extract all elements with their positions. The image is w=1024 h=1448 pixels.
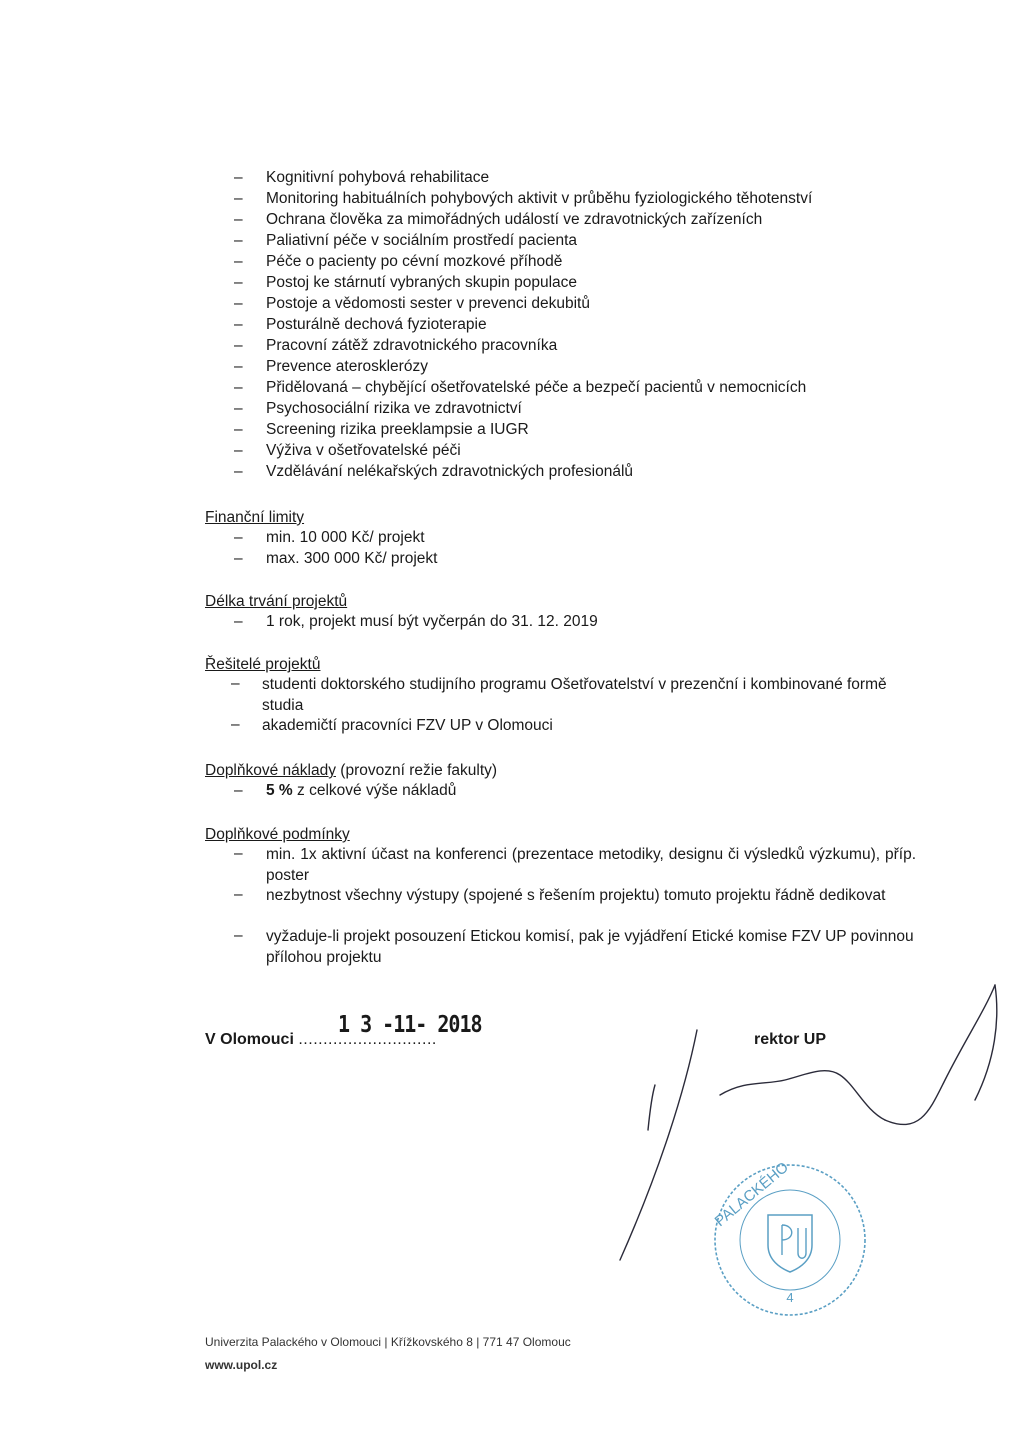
- seal-number: 4: [786, 1290, 794, 1305]
- signature-dots: ............................: [298, 1031, 437, 1048]
- list-dash: –: [234, 927, 243, 944]
- resitele-heading: [205, 655, 320, 675]
- topic-text: Péče o pacienty po cévní mozkové příhodě: [266, 253, 563, 270]
- list-dash: –: [234, 886, 243, 903]
- signature-stamp-graphic: [600, 970, 1020, 1320]
- list-dash: –: [234, 782, 243, 799]
- list-dash: –: [234, 400, 243, 417]
- list-dash: –: [234, 253, 243, 270]
- topic-text: Paliativní péče v sociálním prostředí pacienta: [266, 232, 578, 249]
- list-dash: –: [234, 379, 243, 396]
- naklady-rest: z celkové výše nákladů: [292, 782, 457, 799]
- resitele-heading-text: Řešitelé projektů: [205, 656, 321, 673]
- seal-text-top: PALACKÉHO: [711, 1158, 792, 1231]
- resitele-studenti: studenti doktorského studijního programu Ošetřovatelství v prezenční i kombinované formě studia: [262, 676, 887, 714]
- topic-text: Monitoring habituálních pohybových aktivit v průběhu fyziologického těhotenství: [266, 190, 813, 207]
- delka-heading-text: Délka trvání projektů: [205, 593, 348, 610]
- financni-heading: [205, 508, 304, 528]
- list-dash: –: [234, 316, 243, 333]
- podminky-eticka: vyžaduje-li projekt posouzení Etickou komisí, pak je vyjádření Etické komise FZV UP povinnou přílohou projektu: [266, 928, 914, 966]
- list-dash: –: [234, 550, 243, 567]
- topic-text: Vzdělávání nelékařských zdravotnických profesionálů: [266, 463, 634, 480]
- financni-min: min. 10 000 Kč/ projekt: [266, 529, 425, 546]
- topic-text: Postoj ke stárnutí vybraných skupin populace: [266, 274, 578, 291]
- resitele-akademici: akademičtí pracovníci FZV UP v Olomouci: [262, 717, 553, 734]
- delka-heading: [205, 592, 347, 612]
- naklady-percent: 5 %: [266, 782, 293, 799]
- naklady-value: [266, 781, 456, 802]
- signature-place: V Olomouci: [205, 1031, 294, 1048]
- list-dash: –: [234, 169, 243, 186]
- topic-text: Pracovní zátěž zdravotnického pracovníka: [266, 337, 558, 354]
- list-dash: –: [234, 358, 243, 375]
- list-dash: –: [234, 190, 243, 207]
- list-dash: –: [234, 529, 243, 546]
- naklady-heading-text: Doplňkové náklady: [205, 762, 336, 779]
- handwritten-signature: [620, 985, 997, 1260]
- list-dash: –: [234, 337, 243, 354]
- list-dash: –: [234, 232, 243, 249]
- naklady-heading: [205, 761, 497, 781]
- list-dash: –: [234, 442, 243, 459]
- podminky-konference: min. 1x aktivní účast na konferenci (prezentace metodiky, designu či výsledků výzkumu), příp. poster: [266, 846, 916, 884]
- topic-text: Kognitivní pohybová rehabilitace: [266, 169, 490, 186]
- list-dash: –: [234, 274, 243, 291]
- list-dash: –: [234, 211, 243, 228]
- list-dash: –: [234, 845, 243, 862]
- list-dash: –: [234, 613, 243, 630]
- list-dash: –: [234, 463, 243, 480]
- footer-web: www.upol.cz: [205, 1358, 278, 1372]
- podminky-heading: [205, 825, 350, 845]
- topic-text: Prevence aterosklerózy: [266, 358, 428, 375]
- date-stamp: 1 3 -11- 2018: [338, 1010, 482, 1038]
- podminky-dedikace: nezbytnost všechny výstupy (spojené s řešením projektu) tomuto projektu řádně dedikovat: [266, 887, 886, 904]
- topic-text: Postoje a vědomosti sester v prevenci dekubitů: [266, 295, 590, 312]
- financni-heading-text: Finanční limity: [205, 509, 305, 526]
- topic-text: Posturálně dechová fyzioterapie: [266, 316, 487, 333]
- list-dash: –: [234, 295, 243, 312]
- topic-text: Přidělovaná – chybějící ošetřovatelské péče a bezpečí pacientů v nemocnicích: [266, 379, 807, 396]
- university-seal: [712, 1159, 865, 1315]
- footer-address: Univerzita Palackého v Olomouci | Křížkovského 8 | 771 47 Olomouc: [205, 1335, 571, 1349]
- list-dash: –: [231, 675, 240, 692]
- topic-text: Screening rizika preeklampsie a IUGR: [266, 421, 529, 438]
- topic-text: Psychosociální rizika ve zdravotnictví: [266, 400, 522, 417]
- list-dash: –: [234, 421, 243, 438]
- delka-value: 1 rok, projekt musí být vyčerpán do 31. 12. 2019: [266, 613, 598, 630]
- rektor-label: rektor UP: [754, 1031, 827, 1048]
- topic-text: Výživa v ošetřovatelské péči: [266, 442, 461, 459]
- topic-text: Ochrana člověka za mimořádných událostí ve zdravotnických zařízeních: [266, 211, 763, 228]
- podminky-heading-text: Doplňkové podmínky: [205, 826, 350, 843]
- list-dash: –: [231, 716, 240, 733]
- financni-max: max. 300 000 Kč/ projekt: [266, 550, 438, 567]
- naklady-heading-suffix: (provozní režie fakulty): [335, 762, 498, 779]
